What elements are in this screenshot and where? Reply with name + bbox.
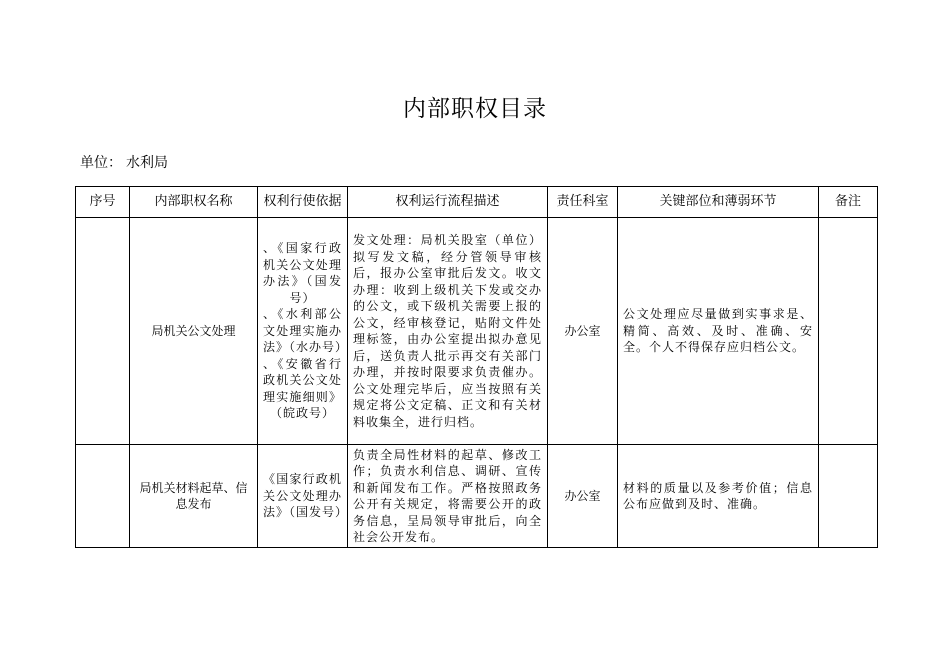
basis-item: 、《安徽省行政机关公文处理实施细则》（皖政号） bbox=[263, 356, 342, 421]
basis-item: 《国家行政机关公文处理办法》（国发号） bbox=[263, 472, 349, 520]
basis-item: 、《水利部公文处理实施办法》（水办号） bbox=[263, 307, 349, 355]
cell-process: 发文处理：局机关股室（单位）拟写发文稿，经分管领导审核后，报办公室审批后发文。收文办理：收到上级机关下发或交办的公文，或下级机关需要上报的公文，经审核登记，贴附文件处理标签，由办公室提出拟办意见后，送负责人批示再交有关部门办理，并按时限要求负责催办。公文处理完毕后，应当按照有关规定将公文定稿、正文和有关材料收集全，进行归档。 bbox=[348, 218, 548, 445]
cell-key: 公文处理应尽量做到实事求是、精简、高效、及时、准确、安全。个人不得保存应归档公文。 bbox=[618, 218, 819, 445]
header-index: 序号 bbox=[76, 187, 130, 218]
cell-dept: 办公室 bbox=[548, 218, 618, 445]
unit-line bbox=[80, 152, 172, 172]
cell-index bbox=[76, 445, 130, 548]
header-process: 权利运行流程描述 bbox=[348, 187, 548, 218]
table-row bbox=[76, 218, 878, 445]
page-title: 内部职权目录 bbox=[403, 96, 547, 122]
cell-basis bbox=[258, 445, 348, 548]
cell-remark bbox=[819, 445, 878, 548]
header-dept: 责任科室 bbox=[548, 187, 618, 218]
header-key: 关键部位和薄弱环节 bbox=[618, 187, 819, 218]
basis-item: 、《国家行政机关公文处理办法》（国发号） bbox=[263, 241, 342, 305]
table-row bbox=[76, 445, 878, 548]
unit-label: 单位： bbox=[80, 155, 122, 171]
authority-table bbox=[75, 186, 878, 548]
cell-key: 材料的质量以及参考价值；信息公布应做到及时、准确。 bbox=[618, 445, 819, 548]
cell-name: 局机关公文处理 bbox=[130, 218, 258, 445]
cell-remark bbox=[819, 218, 878, 445]
cell-process: 负责全局性材料的起草、修改工作；负责水利信息、调研、宣传和新闻发布工作。严格按照政务公开有关规定，将需要公开的政务信息，呈局领导审批后，向全社会公开发布。 bbox=[348, 445, 548, 548]
header-name: 内部职权名称 bbox=[130, 187, 258, 218]
cell-index bbox=[76, 218, 130, 445]
cell-name: 局机关材料起草、信息发布 bbox=[130, 445, 258, 548]
cell-dept: 办公室 bbox=[548, 445, 618, 548]
header-remark: 备注 bbox=[819, 187, 878, 218]
cell-basis bbox=[258, 218, 348, 445]
header-basis: 权利行使依据 bbox=[258, 187, 348, 218]
unit-value: 水利局 bbox=[126, 155, 168, 171]
table-header-row bbox=[76, 187, 878, 218]
